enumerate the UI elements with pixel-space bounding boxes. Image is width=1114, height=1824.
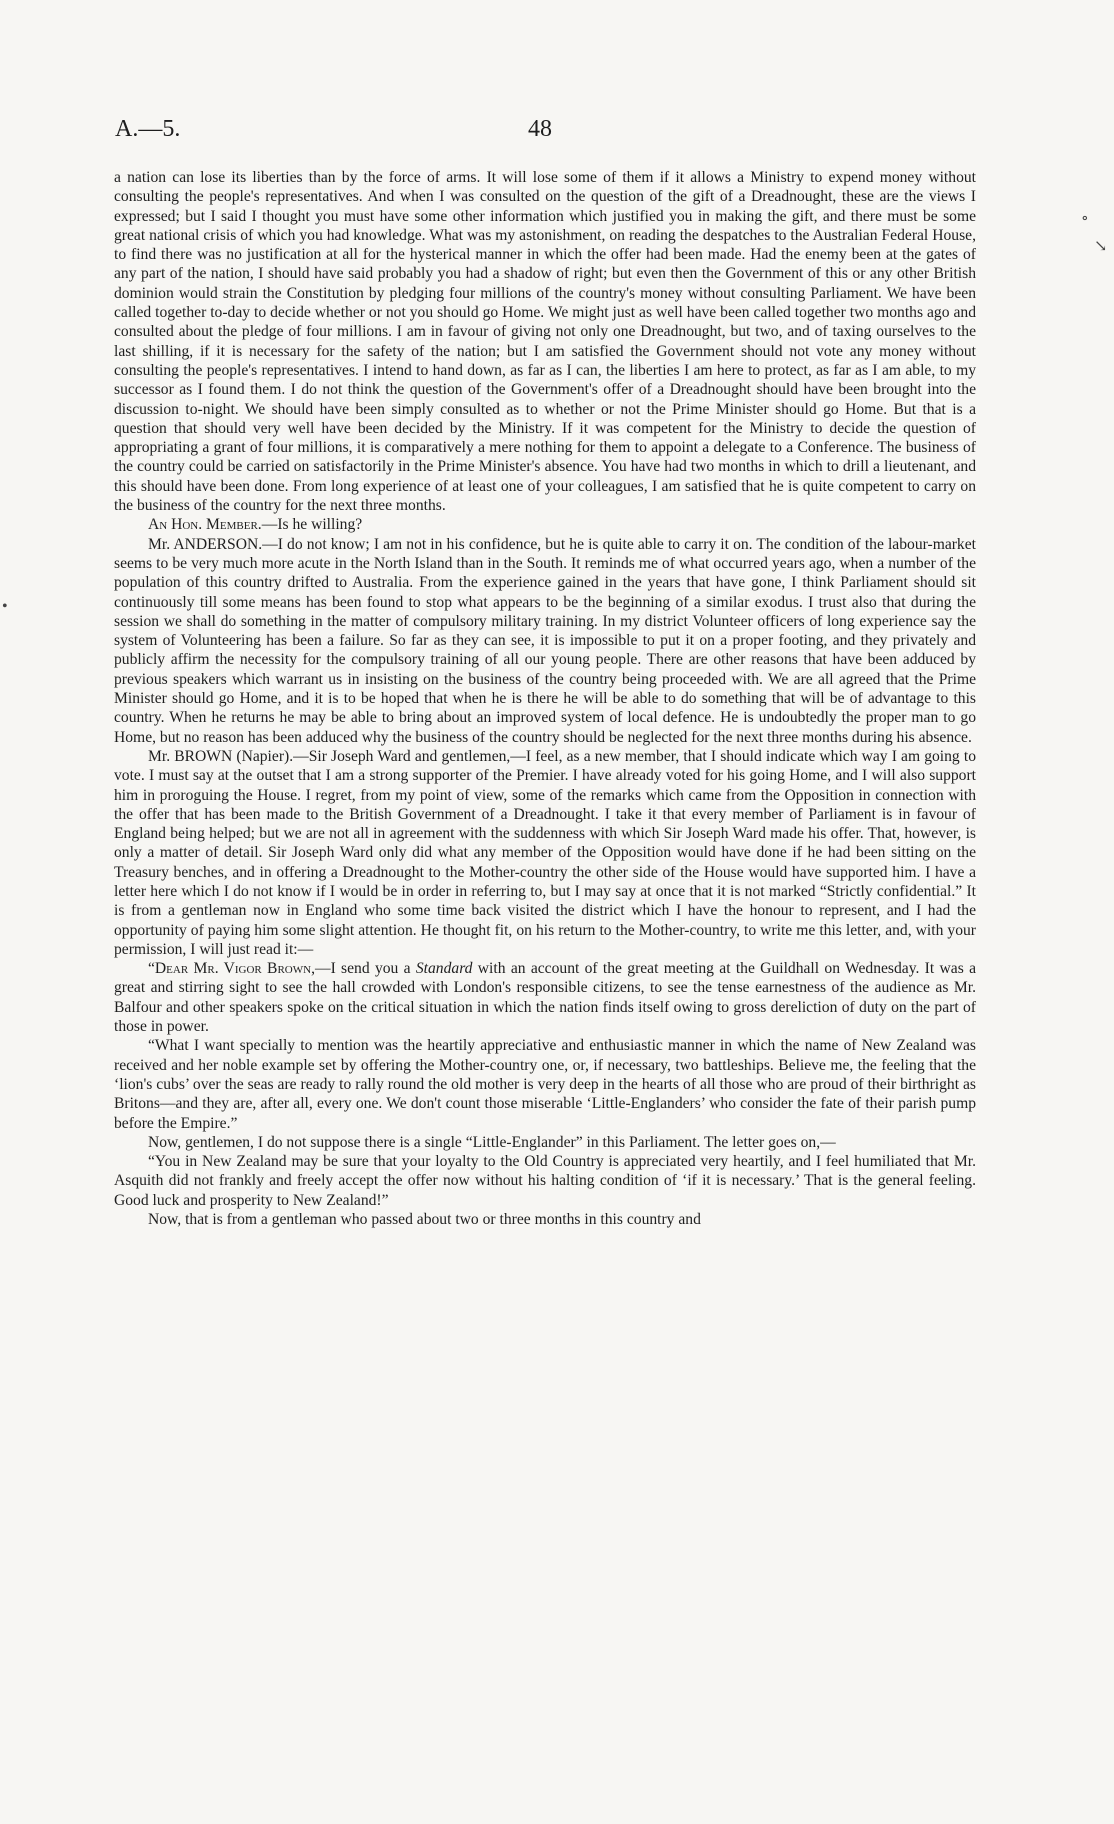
letter-salutation: “Dear Mr. Vigor Brown, xyxy=(148,960,315,978)
margin-mark: ↘ xyxy=(1094,238,1108,255)
page-number: 48 xyxy=(528,116,552,142)
parliamentary-paper-code: A.—5. xyxy=(115,116,181,142)
paragraph: Now, gentlemen, I do not suppose there is a single “Little-Englander” in this Parliament. The letter goes on,— xyxy=(148,1133,836,1151)
paragraph-speech xyxy=(114,535,976,747)
letter-text: with an account of the great meeting at the Guildhall on Wednesday. It was a great and stirring sight to see the hall crowded with London's responsible citizens, to see the tense earnestness of the audience as Mr. Balfour and other speakers spoke on the critical situation in which the nation finds itself owing to gross dereliction of duty on the part of those in power. xyxy=(114,960,976,1036)
paragraph-quoted-letter: “You in New Zealand may be sure that your loyalty to the Old Country is appreciated very heartily, and I feel humiliated that Mr. Asquith did not frankly and freely accept the offer now without his halting condition of ‘if it is necessary.’ That is the general feeling. Good luck and prosperity to New Zealand!” xyxy=(114,1153,976,1209)
speech-text: —I do not know; I am not in his confidence, but he is quite able to carry it on. The condition of the labour-market seems to be very much more acute in the North Island than in the South. It reminds me of what occurred years ago, when a number of the population of this country drifted to Australia. From the experience gained in the years that have gone, I think Parliament should sit continuously till some means has been found to stop what appears to be the beginning of a similar exodus. I trust also that during the session we shall do something in the matter of compulsory military training. In my district Volunteer officers of long experience say the system of Volunteering has been a failure. So far as they can see, it is impossible to put it on a proper footing, and they privately and publicly affirm the necessity for the compulsory training of all our young people. There are other reasons that have been adduced by previous speakers which warrant us in insisting on the business of the country being proceeded with. We are all agreed that the Prime Minister should go Home, and it is to be hoped that when he is there he will be able to do something that will be of advantage to this country. When he returns he may be able to bring about an improved system of local defence. He is undoubtedly the proper man to go Home, but no reason has been adduced why the business of the country should be neglected for the next three months during his absence. xyxy=(114,535,976,746)
page-header xyxy=(0,116,1114,150)
paragraph-quoted-letter: “What I want specially to mention was the heartily appreciative and enthusiastic manner in which the name of New Zealand was received and her noble example set by offering the Mother-country one, or, if necessary, two battleships. Believe me, the feeling that the ‘lion's cubs’ over the seas are ready to rally round the old mother is very deep in the hearts of all those who are proud of their birthright as Britons—and they are, after all, every one. We don't count those miserable ‘Little-Englanders’ who consider the fate of their parish pump before the Empire.” xyxy=(114,1037,976,1132)
letter-text: —I send you a xyxy=(314,960,416,978)
newspaper-title: Standard xyxy=(415,960,473,978)
paragraph-speech xyxy=(114,747,976,959)
paragraph: Now, that is from a gentleman who passed about two or three months in this country and xyxy=(148,1211,701,1229)
margin-mark: • xyxy=(2,598,8,615)
speech-text: —Sir Joseph Ward and gentlemen,—I feel, as a new member, that I should indicate which way I am going to vote. I must say at the outset that I am a strong supporter of the Premier. I have already voted for his going Home, and I will also support him in proroguing the House. I regret, from my point of view, some of the remarks which came from the Opposition in connection with the offer that has been made to the British Government of a Dreadnought. I take it that every member of Parliament is in favour of England being helped; but we are not all in agreement with the suddenness with which Sir Joseph Ward made his offer. That, however, is only a matter of detail. Sir Joseph Ward only did what any member of the Opposition would have done if he had been sitting on the Treasury benches, and in offering a Dreadnought to the Mother-country the other side of the House would have supported him. I have a letter here which I do not know if I would be in order in referring to, but I may say at once that it is not marked “Strictly confidential.” It is from a gentleman now in England who some time back visited the district which I have the honour to represent, and I had the opportunity of paying him some slight attention. He thought fit, on his return to the Mother-country, to write me this letter, and, with your permission, I will just read it:— xyxy=(114,747,976,958)
margin-mark: ∘ xyxy=(1081,210,1089,227)
speaker-name: An Hon. Member. xyxy=(148,516,262,534)
speech-text: —Is he willing? xyxy=(261,516,363,534)
paragraph-quoted-letter xyxy=(114,959,976,1036)
speaker-name: Mr. BROWN (Napier). xyxy=(148,747,294,765)
body-text xyxy=(114,168,976,1229)
paragraph-interjection xyxy=(114,515,976,534)
speaker-name: Mr. ANDERSON. xyxy=(148,535,263,553)
paragraph: a nation can lose its liberties than by the force of arms. It will lose some of them if it allows a Ministry to expend money without consulting the people's representatives. And when I was consulted on the question of the gift of a Dreadnought, these are the views I expressed; but I said I thought you must have some other information which justified you in making the gift, and there must be some great national crisis of which you had knowledge. What was my astonishment, on reading the despatches to the Australian Federal House, to find there was no justification at all for the hysterical manner in which the offer had been made. Had the enemy been at the gates of any part of the nation, I should have said probably you had a shadow of right; but even then the Government of this or any other British dominion would strain the Constitution by pledging four millions of the country's money without consulting Parliament. We have been called together to-day to decide whether or not you should go Home. We might just as well have been called together two months ago and consulted about the pledge of four millions. I am in favour of giving not only one Dreadnought, but two, and of taxing ourselves to the last shilling, if it is necessary for the safety of the nation; but I am satisfied the Government should not vote any money without consulting the people's representatives. I intend to hand down, as far as I can, the liberties I am here to protect, as far as I am able, to my successor as I found them. I do not think the question of the Government's offer of a Dreadnought should have been brought into the discussion to-night. We should have been simply consulted as to whether or not the Prime Minister should go Home. But that is a question that should very well have been decided by the Ministry. If it was competent for the Ministry to decide the question of appropriating a grant of four millions, it is comparatively a mere nothing for them to appoint a delegate to a Conference. The business of the country could be carried on satisfactorily in the Prime Minister's absence. You have had two months in which to drill a lieutenant, and this should have been done. From long experience of at least one of your colleagues, I am satisfied that he is quite competent to carry on the business of the country for the next three months. xyxy=(114,169,976,515)
